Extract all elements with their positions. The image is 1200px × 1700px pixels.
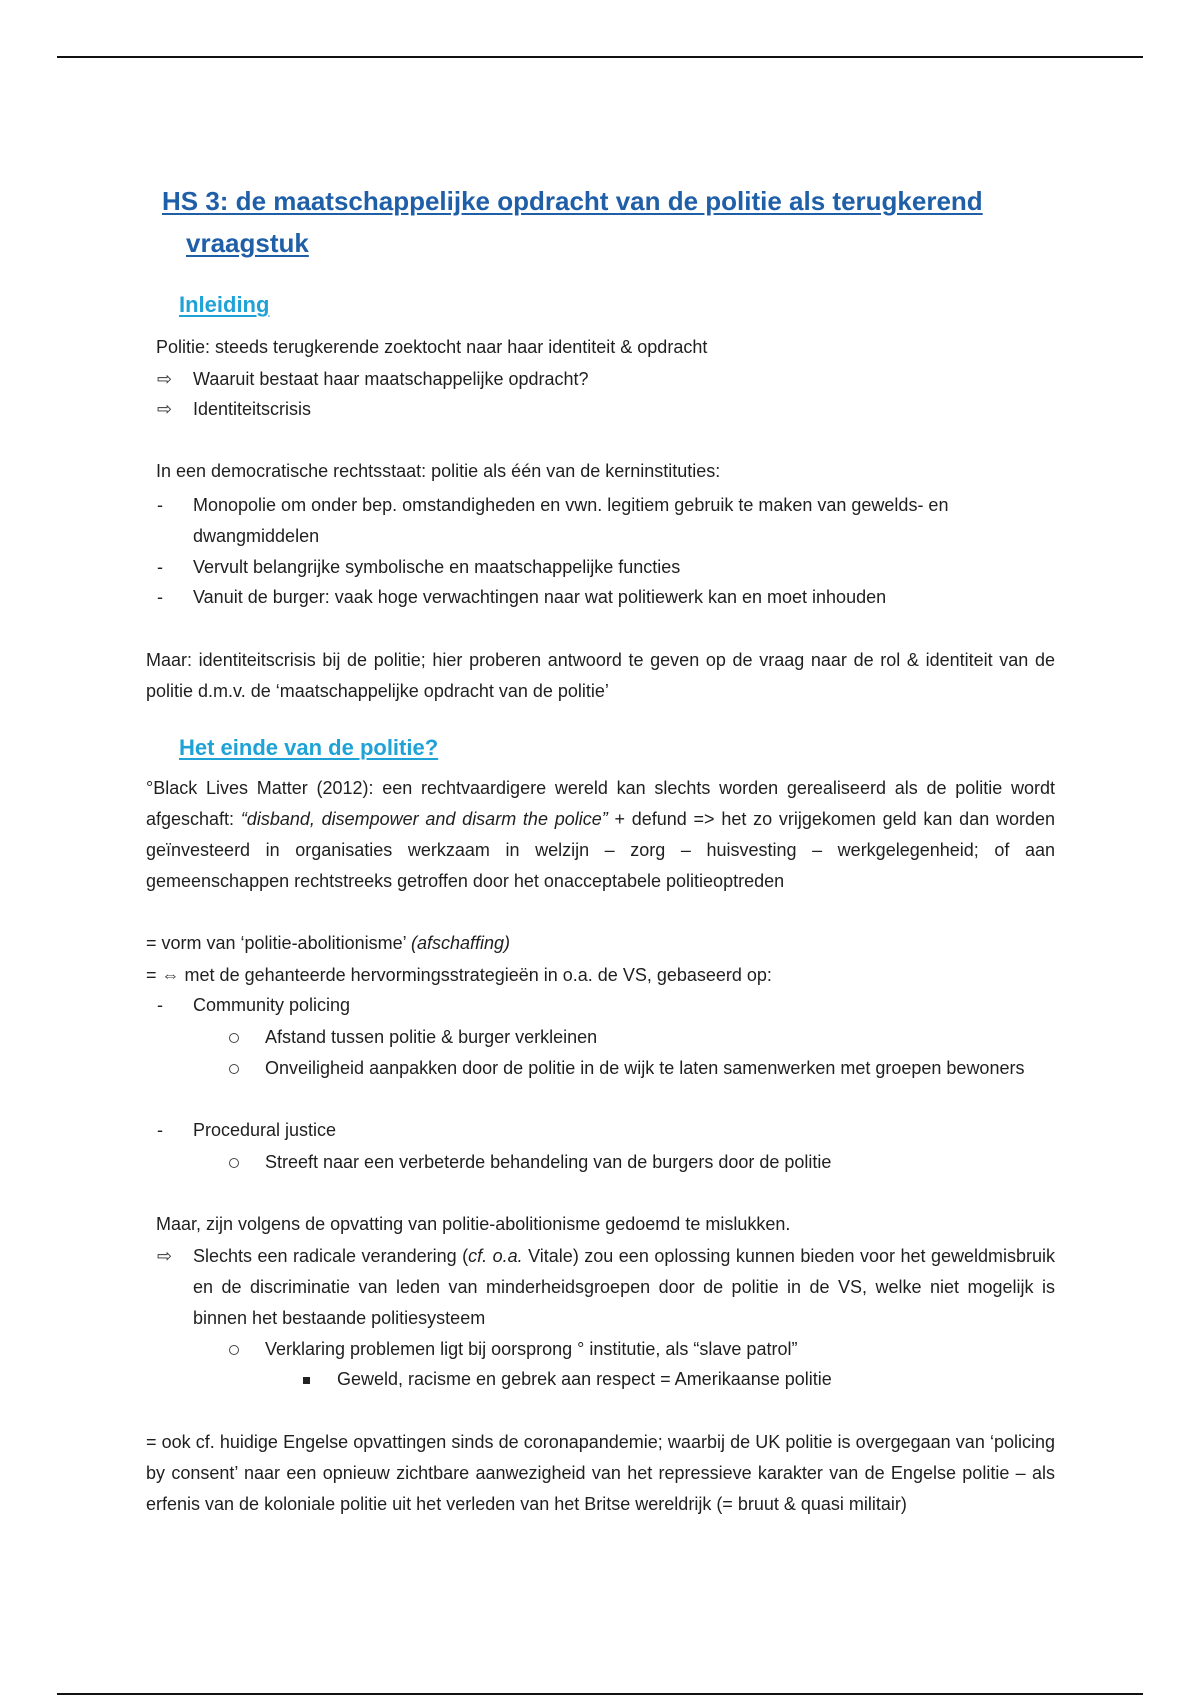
header-rule (57, 56, 1143, 58)
vorm-prefix: = vorm van ‘politie-abolitionisme’ (146, 933, 411, 953)
equivalence-icon: ⇔ (161, 965, 180, 985)
blm-suffix: + defund => het zo vrijgekomen geld kan dan worden geïnvesteerd in organisaties werkzaam in welzijn – zorg – huisvesting – werkgelegenheid; of aan gemeenschappen rechtstreeks getroffen door het onacceptabele politieoptreden (146, 809, 1055, 891)
circle-bullet-icon (229, 1022, 239, 1053)
blm-prefix: °Black Lives Matter (2012): een rechtvaardigere wereld kan slechts worden gerealiseerd als de politie wordt afgeschaft: (146, 778, 1055, 829)
procedural-sub: Streeft naar een verbeterde behandeling van de burgers door de politie (265, 1152, 832, 1172)
circle-bullet-icon (229, 1334, 239, 1365)
procedural-justice: Procedural justice (193, 1120, 337, 1140)
chapter-title-line1: HS 3: de maatschappelijke opdracht van de politie als terugkerend (162, 186, 983, 216)
heading-einde: Het einde van de politie? (179, 735, 439, 760)
community-sub-1: Afstand tussen politie & burger verkleinen (265, 1027, 598, 1047)
hervorming-text: met de gehanteerde hervormingsstrategieën in o.a. de VS, gebaseerd op: (184, 965, 772, 985)
chapter-title-line2: vraagstuk (186, 228, 309, 258)
dash-bullet: - (157, 995, 163, 1015)
geweld: Geweld, racisme en gebrek aan respect = Amerikaanse politie (337, 1369, 832, 1389)
dash-item-3: Vanuit de burger: vaak hoge verwachtingen naar wat politiewerk kan en moet inhouden (193, 587, 887, 607)
equals-sign: = (146, 965, 157, 985)
footer-rule (57, 1693, 1143, 1695)
dash-bullet: - (157, 557, 163, 577)
circle-bullet-icon (229, 1147, 239, 1178)
dash-bullet: - (157, 495, 163, 515)
chapter-title (162, 180, 1022, 264)
arrow-bullet-icon: ⇨ (157, 1246, 173, 1266)
vorm-italic: (afschaffing) (410, 933, 510, 953)
democratic-intro: In een democratische rechtsstaat: politie als één van de kerninstituties: (156, 461, 721, 481)
verklaring: Verklaring problemen ligt bij oorsprong ° institutie, als “slave patrol” (265, 1339, 798, 1359)
blm-paragraph (146, 773, 1055, 897)
community-policing: Community policing (193, 995, 351, 1015)
arrow-item-1: Waaruit bestaat haar maatschappelijke opdracht? (193, 369, 589, 389)
maar-mislukken: Maar, zijn volgens de opvatting van politie-abolitionisme gedoemd te mislukken. (156, 1214, 791, 1234)
dash-bullet: - (157, 1120, 163, 1140)
hervorming-line (146, 960, 772, 991)
arrow-bullet-icon: ⇨ (157, 399, 173, 419)
arrow-bullet-icon: ⇨ (157, 369, 173, 389)
dash-item-1: Monopolie om onder bep. omstandigheden en vwn. legitiem gebruik te maken van gewelds- en dwangmiddelen (193, 495, 949, 546)
community-sub-2: Onveiligheid aanpakken door de politie in de wijk te laten samenwerken met groepen bewoners (265, 1058, 1025, 1078)
engels-paragraph: = ook cf. huidige Engelse opvattingen sinds de coronapandemie; waarbij de UK politie is overgegaan van ‘policing by consent’ naar een opnieuw zichtbare aanwezigheid van het repressieve karakter van de Engelse politie – als erfenis van de koloniale politie uit het verleden van het Britse wereldrijk (= bruut & quasi militair) (146, 1432, 1055, 1514)
radical-paragraph (193, 1241, 1055, 1334)
dash-item-2: Vervult belangrijke symbolische en maatschappelijke functies (193, 557, 681, 577)
radical-italic: cf. o.a. (468, 1246, 523, 1266)
intro-text: Politie: steeds terugkerende zoektocht naar haar identiteit & opdracht (156, 337, 708, 357)
radical-suffix: Vitale) zou een oplossing kunnen bieden voor het geweldmisbruik en de discriminatie van leden van minderheidsgroepen door de politie in de VS, welke niet mogelijk is binnen het bestaande politiesysteem (193, 1246, 1055, 1328)
radical-prefix: Slechts een radicale verandering ( (193, 1246, 469, 1266)
heading-inleiding: Inleiding (179, 292, 270, 317)
vorm-line (146, 928, 510, 959)
square-bullet-icon (303, 1364, 310, 1395)
blm-quote: “disband, disempower and disarm the police” (240, 809, 608, 829)
arrow-item-2: Identiteitscrisis (193, 399, 312, 419)
maar-paragraph: Maar: identiteitscrisis bij de politie; hier proberen antwoord te geven op de vraag naar de rol & identiteit van de politie d.m.v. de ‘maatschappelijke opdracht van de politie’ (146, 650, 1055, 701)
dash-bullet: - (157, 587, 163, 607)
circle-bullet-icon (229, 1053, 239, 1084)
